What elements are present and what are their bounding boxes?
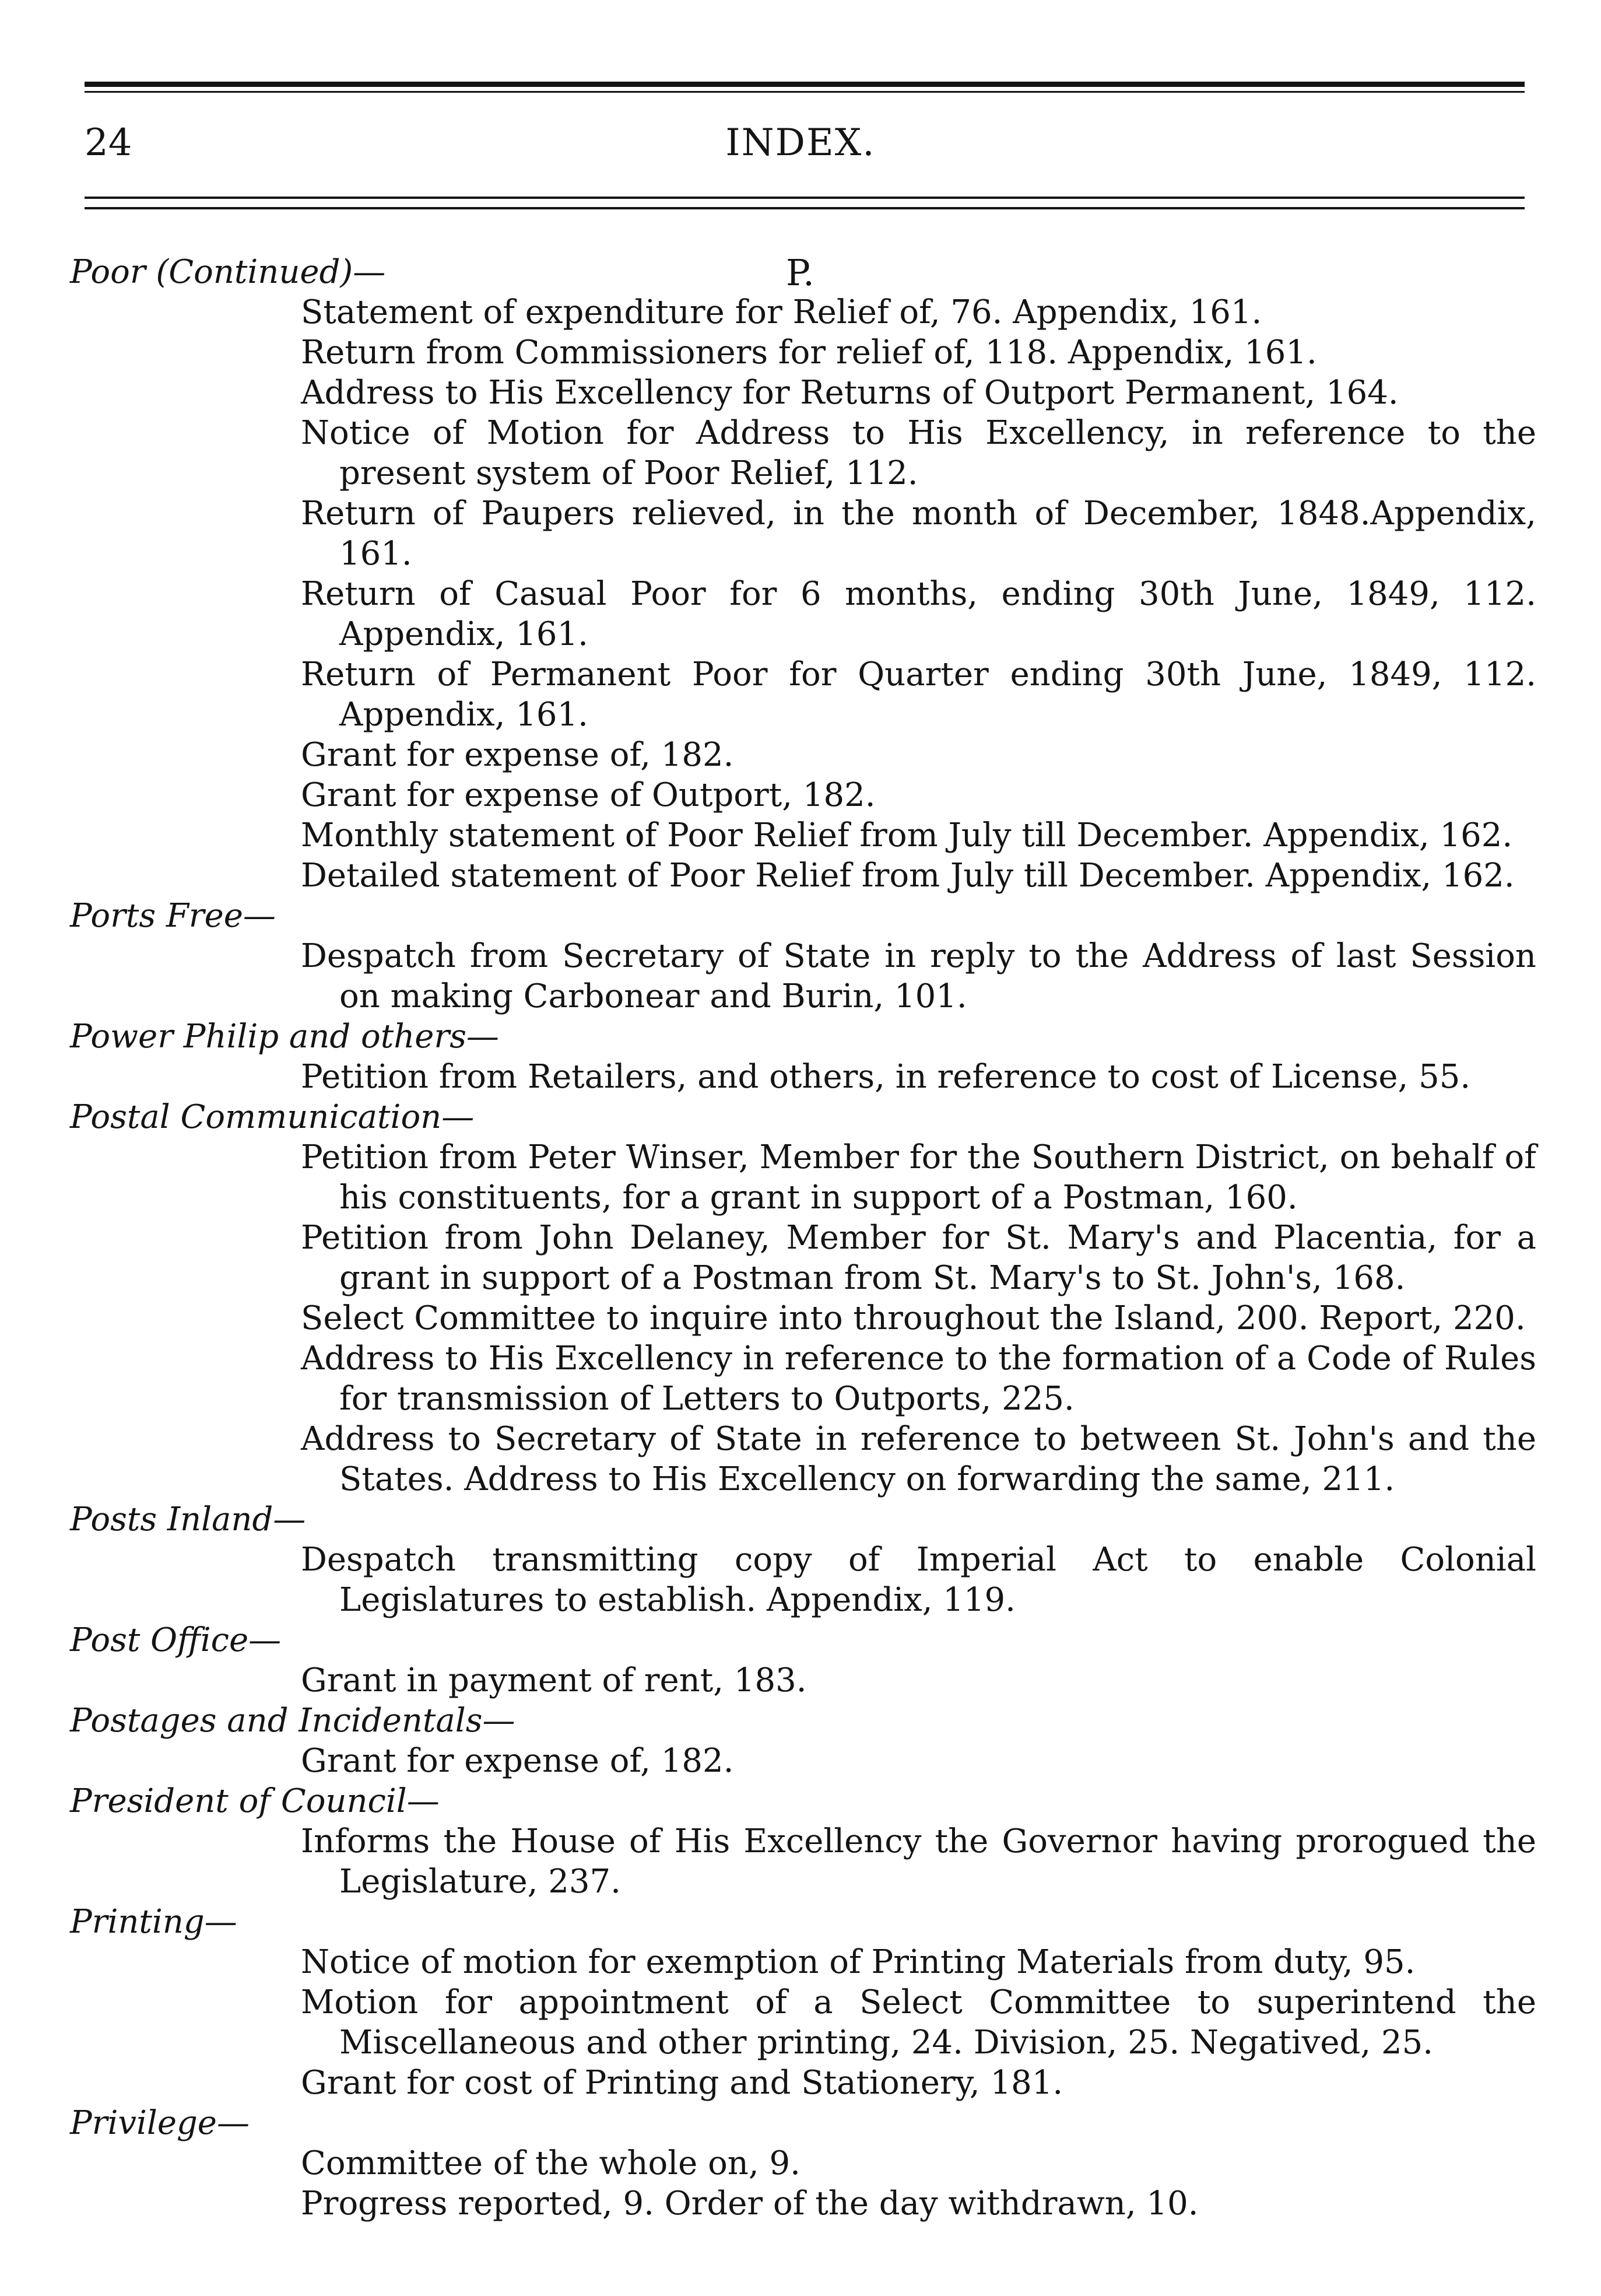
top-rule-thick	[85, 82, 1525, 87]
index-entry: Informs the House of His Excellency the Governor having prorogued the Legislature, 237.	[301, 1822, 1536, 1901]
index-entry: Petition from Peter Winser, Member for the Southern District, on behalf of his constituents, for a grant in support of a Postman, 160.	[301, 1138, 1536, 1217]
index-entry: Grant for expense of Outport, 182.	[301, 776, 876, 814]
index-entry: Grant in payment of rent, 183.	[301, 1661, 807, 1699]
index-heading-privilege: Privilege—	[70, 2104, 250, 2142]
index-entry: Address to His Excellency in reference to the formation of a Code of Rules for transmission of Letters to Outports, 225.	[301, 1340, 1536, 1418]
index-entry: Motion for appointment of a Select Committee to superintend the Miscellaneous and other printing, 24. Division, 25. Negatived, 25.	[301, 1983, 1536, 2062]
index-entry: Return from Commissioners for relief of, 118. Appendix, 161.	[301, 334, 1317, 371]
index-entry: Grant for expense of, 182.	[301, 736, 734, 774]
index-entry: Progress reported, 9. Order of the day withdrawn, 10.	[301, 2185, 1199, 2223]
index-entry: Despatch transmitting copy of Imperial Act to enable Colonial Legislatures to establish. Appendix, 119.	[301, 1541, 1536, 1619]
index-entry: Select Committee to inquire into throughout the Island, 200. Report, 220.	[301, 1299, 1526, 1337]
index-entry: Grant for expense of, 182.	[301, 1742, 734, 1780]
index-heading-postages: Postages and Incidentals—	[70, 1702, 515, 1740]
page-number: 24	[85, 121, 132, 164]
index-content	[70, 252, 1536, 2224]
index-entry: Committee of the whole on, 9.	[301, 2144, 800, 2182]
index-entry: Petition from Retailers, and others, in reference to cost of License, 55.	[301, 1058, 1471, 1096]
index-entry: Notice of Motion for Address to His Excellency, in reference to the present system of Poor Relief, 112.	[301, 414, 1536, 492]
index-heading-poor: Poor (Continued)—	[70, 253, 386, 291]
index-heading-power-philip: Power Philip and others—	[70, 1018, 499, 1056]
index-entry: Address to Secretary of State in reference to between St. John's and the States. Address to His Excellency on forwarding the same, 211.	[301, 1420, 1536, 1498]
index-entry: Detailed statement of Poor Relief from July till December. Appendix, 162.	[301, 857, 1515, 895]
index-entry: Monthly statement of Poor Relief from July till December. Appendix, 162.	[301, 816, 1513, 854]
header-rule-lower	[85, 207, 1525, 209]
top-rule-thin	[85, 91, 1525, 93]
index-entry: Notice of motion for exemption of Printing Materials from duty, 95.	[301, 1943, 1416, 1981]
index-heading-postal-communication: Postal Communication—	[70, 1098, 475, 1136]
index-entry: Grant for cost of Printing and Stationery, 181.	[301, 2064, 1063, 2102]
index-entry: Petition from John Delaney, Member for St. Mary's and Placentia, for a grant in support of a Postman from St. Mary's to St. John's, 168.	[301, 1219, 1536, 1297]
index-heading-printing: Printing—	[70, 1903, 237, 1941]
index-entry: Statement of expenditure for Relief of, 76. Appendix, 161.	[301, 293, 1262, 331]
index-entry: Return of Paupers relieved, in the month of December, 1848.Appendix, 161.	[301, 495, 1536, 573]
index-entry: Address to His Excellency for Returns of Outport Permanent, 164.	[301, 374, 1399, 412]
index-heading-post-office: Post Office—	[70, 1621, 282, 1659]
section-letter: P.	[786, 251, 814, 294]
index-entry: Return of Casual Poor for 6 months, ending 30th June, 1849, 112. Appendix, 161.	[301, 575, 1536, 653]
page-title: INDEX.	[725, 121, 876, 164]
index-entry: Despatch from Secretary of State in reply to the Address of last Session on making Carbonear and Burin, 101.	[301, 937, 1536, 1015]
header-rule-upper	[85, 197, 1525, 199]
index-heading-president-of-council: President of Council—	[70, 1782, 440, 1820]
index-heading-ports-free: Ports Free—	[70, 897, 276, 935]
index-entry: Return of Permanent Poor for Quarter ending 30th June, 1849, 112. Appendix, 161.	[301, 656, 1536, 734]
index-heading-posts-inland: Posts Inland—	[70, 1501, 306, 1538]
